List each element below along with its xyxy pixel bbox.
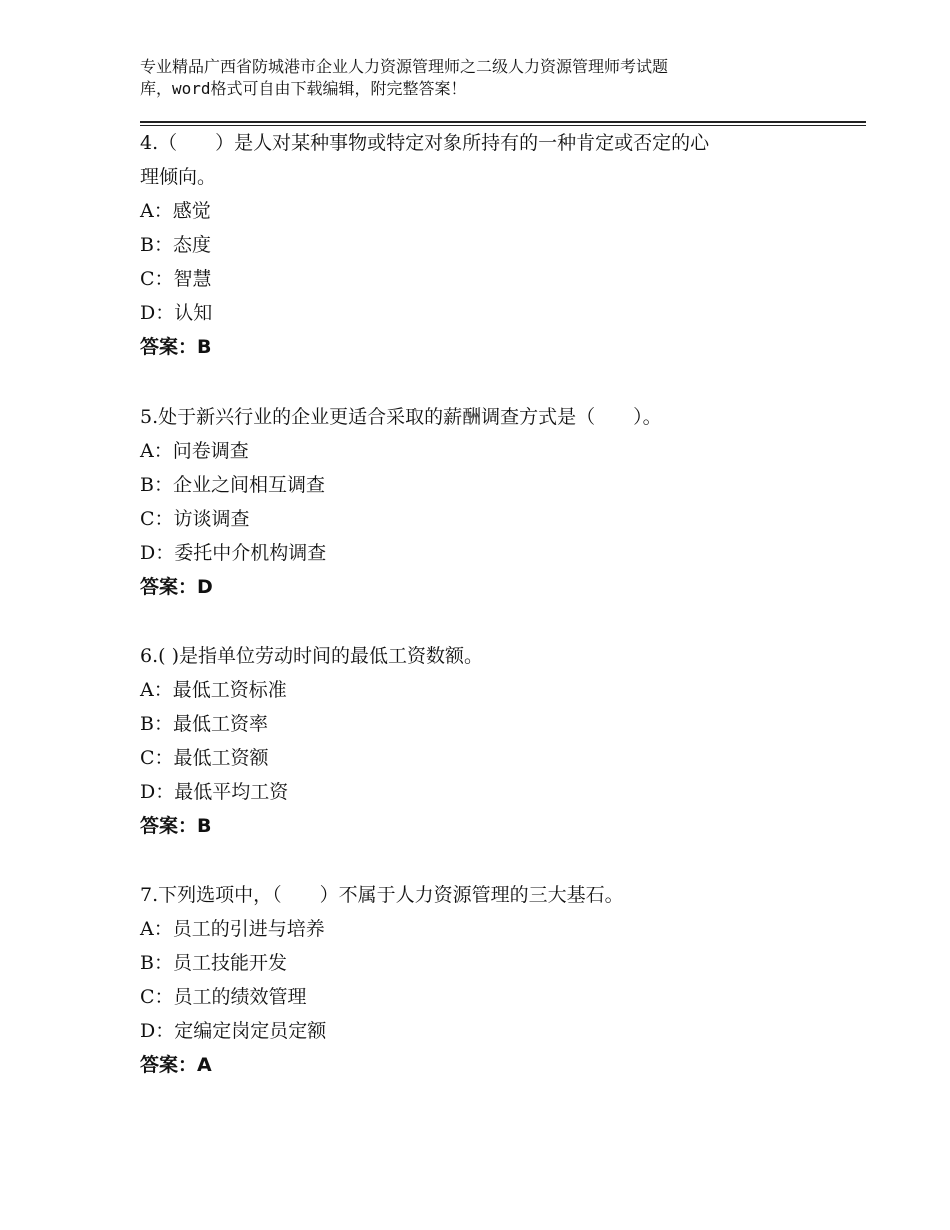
question-5-answer: 答案：D bbox=[140, 576, 213, 598]
question-6-stem: 6.( )是指单位劳动时间的最低工资数额。 bbox=[140, 645, 483, 667]
question-7 bbox=[140, 878, 820, 1082]
question-7-stem: 7.下列选项中，（ ）不属于人力资源管理的三大基石。 bbox=[140, 884, 624, 906]
document-header bbox=[140, 56, 800, 100]
question-4-option-a: A：感觉 bbox=[140, 200, 211, 222]
question-4-stem-line-1: 4.（ ）是人对某种事物或特定对象所持有的一种肯定或否定的心 bbox=[140, 132, 710, 154]
question-5-stem: 5.处于新兴行业的企业更适合采取的薪酬调查方式是（ ）。 bbox=[140, 406, 662, 428]
question-7-answer: 答案：A bbox=[140, 1054, 212, 1076]
question-5-option-c: C：访谈调查 bbox=[140, 508, 250, 530]
question-4-option-c: C：智慧 bbox=[140, 268, 212, 290]
question-5 bbox=[140, 400, 820, 604]
question-7-option-d: D：定编定岗定员定额 bbox=[140, 1020, 327, 1042]
question-7-option-a: A：员工的引进与培养 bbox=[140, 918, 325, 940]
question-5-option-d: D：委托中介机构调查 bbox=[140, 542, 327, 564]
question-6 bbox=[140, 639, 820, 843]
header-line-2: 库，word格式可自由下载编辑，附完整答案！ bbox=[140, 79, 467, 98]
question-6-option-a: A：最低工资标准 bbox=[140, 679, 287, 701]
question-7-option-b: B：员工技能开发 bbox=[140, 952, 287, 974]
question-4-option-d: D：认知 bbox=[140, 302, 213, 324]
question-5-option-b: B：企业之间相互调查 bbox=[140, 474, 325, 496]
question-6-option-d: D：最低平均工资 bbox=[140, 781, 289, 803]
question-6-option-c: C：最低工资额 bbox=[140, 747, 269, 769]
header-line-1: 专业精品广西省防城港市企业人力资源管理师之二级人力资源管理师考试题 bbox=[140, 57, 669, 76]
question-5-option-a: A：问卷调查 bbox=[140, 440, 249, 462]
question-7-option-c: C：员工的绩效管理 bbox=[140, 986, 307, 1008]
header-divider-thick bbox=[140, 121, 866, 123]
question-4-option-b: B：态度 bbox=[140, 234, 211, 256]
question-4-stem-line-2: 理倾向。 bbox=[140, 166, 217, 188]
question-6-option-b: B：最低工资率 bbox=[140, 713, 268, 735]
question-4 bbox=[140, 126, 820, 364]
question-4-answer: 答案：B bbox=[140, 336, 212, 358]
question-6-answer: 答案：B bbox=[140, 815, 212, 837]
